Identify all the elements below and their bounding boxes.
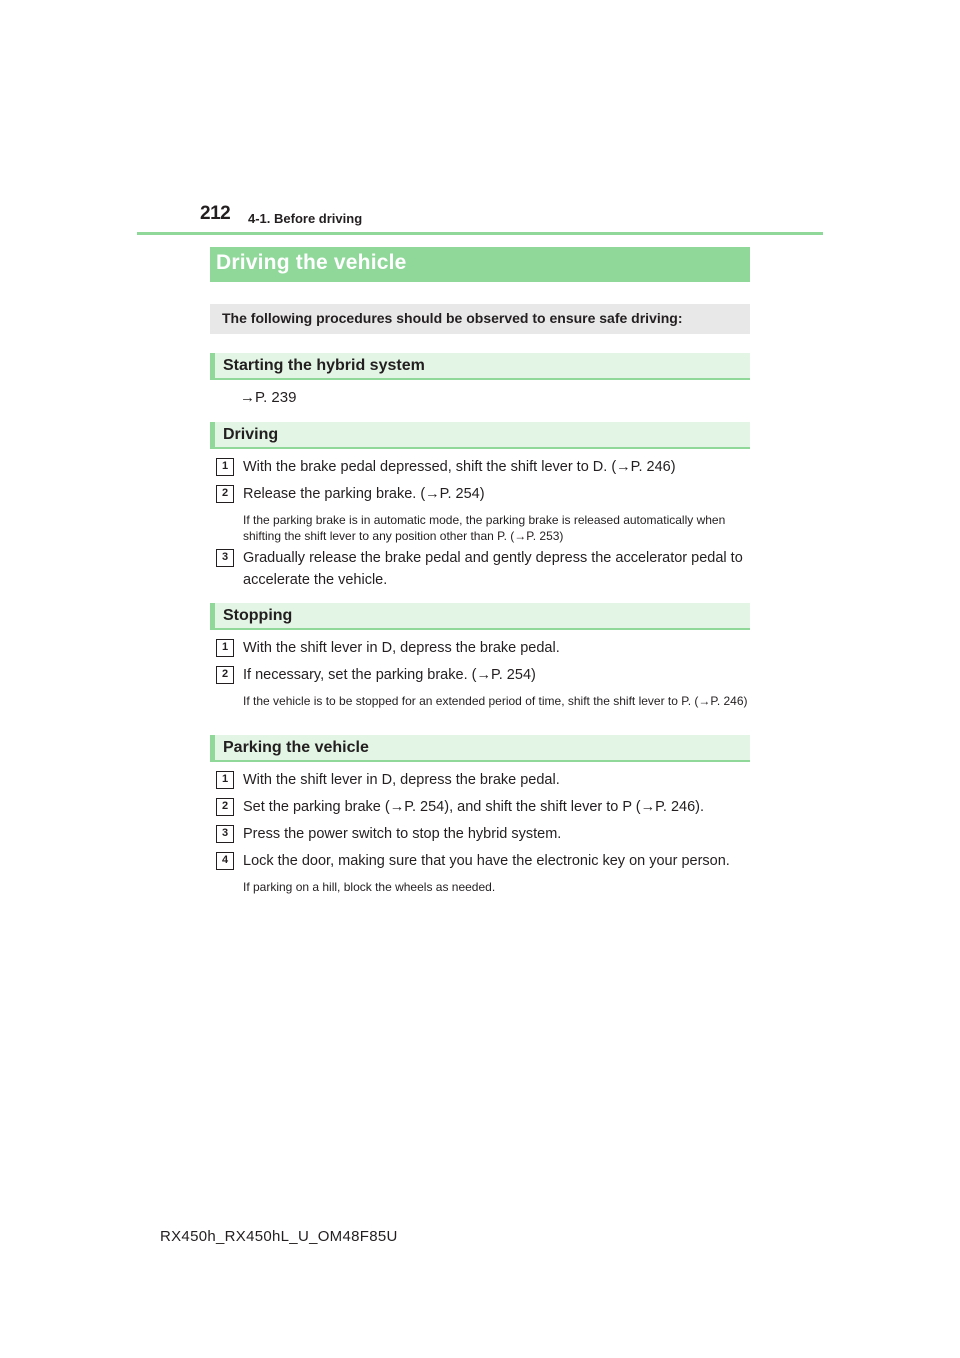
step-text: With the brake pedal depressed, shift the shift lever to D. (→P. 246) — [243, 459, 676, 475]
subheading-stopping — [210, 603, 750, 630]
step-text: Set the parking brake (→P. 254), and shift the shift lever to P (→P. 246). — [243, 799, 705, 815]
subheading-label: Driving — [223, 426, 279, 443]
subheading-driving — [210, 422, 750, 449]
step-text: If necessary, set the parking brake. (→P. 254) — [243, 667, 536, 683]
header-rule — [137, 232, 823, 235]
step-text: Lock the door, making sure that you have the electronic key on your person. — [243, 853, 730, 869]
title-bar — [210, 247, 750, 282]
step-text: With the shift lever in D, depress the brake pedal. — [243, 772, 560, 788]
subheading-label: Starting the hybrid system — [223, 357, 425, 374]
note-text: If the vehicle is to be stopped for an extended period of time, shift the shift lever to P. (→P. 246) — [243, 694, 748, 708]
step-text: Gradually release the brake pedal and gently depress the accelerator pedal to accelerate the vehicle. — [243, 550, 743, 588]
step-number: 4 — [216, 852, 234, 870]
intro-text: The following procedures should be observed to ensure safe driving: — [222, 310, 683, 326]
step-text: Press the power switch to stop the hybrid system. — [243, 826, 562, 842]
step-number: 1 — [216, 639, 234, 657]
step-number: 3 — [216, 825, 234, 843]
subheading-label: Stopping — [223, 607, 293, 624]
page-title: Driving the vehicle — [216, 251, 407, 274]
step-number: 2 — [216, 485, 234, 503]
page-reference-link[interactable]: →P. 239 — [240, 389, 297, 406]
subheading-label: Parking the vehicle — [223, 739, 369, 756]
step-number: 3 — [216, 549, 234, 567]
intro-box — [210, 304, 750, 334]
subheading-starting — [210, 353, 750, 380]
footer-doc-code: RX450h_RX450hL_U_OM48F85U — [160, 1228, 398, 1245]
step-number: 1 — [216, 458, 234, 476]
note-text: If the parking brake is in automatic mode, the parking brake is released automatically when shifting the shift lever to any position other than P. (→P. 253) — [243, 513, 726, 543]
step-number: 1 — [216, 771, 234, 789]
page-number: 212 — [200, 203, 231, 224]
section-label: 4-1. Before driving — [248, 211, 363, 226]
step-text: Release the parking brake. (→P. 254) — [243, 486, 485, 502]
step-text: With the shift lever in D, depress the brake pedal. — [243, 640, 560, 656]
step-number: 2 — [216, 798, 234, 816]
note-text: If parking on a hill, block the wheels as needed. — [243, 880, 496, 894]
step-number: 2 — [216, 666, 234, 684]
subheading-parking — [210, 735, 750, 762]
